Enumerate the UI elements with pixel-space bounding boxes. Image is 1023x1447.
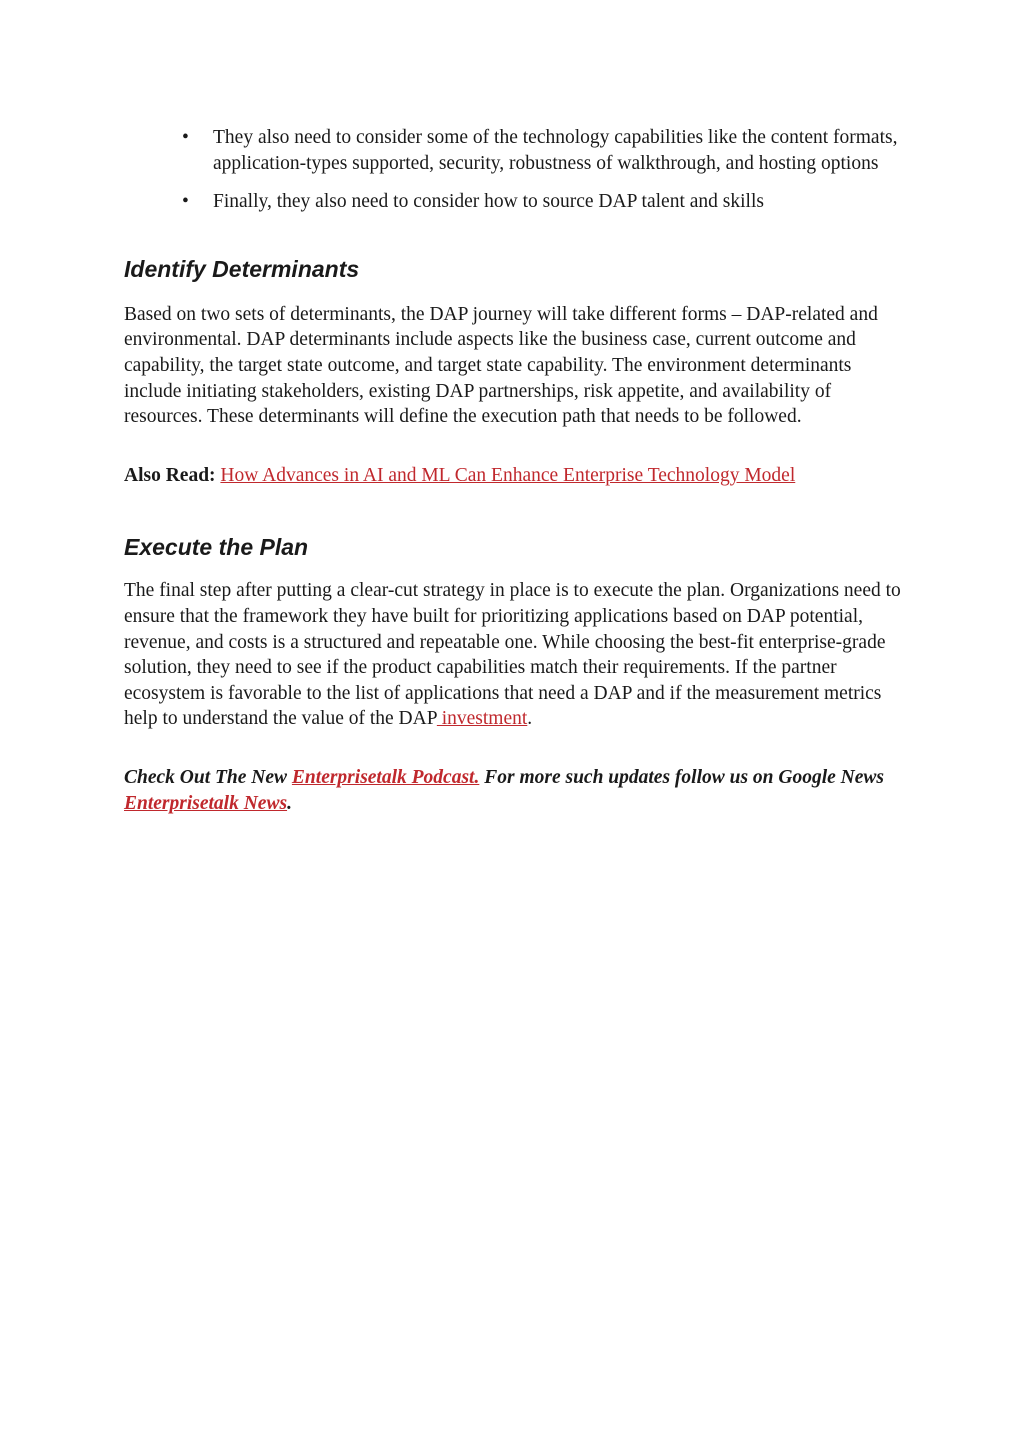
investment-link[interactable]: investment [436,708,528,730]
podcast-link[interactable]: Enterprisetalk Podcast. [291,766,480,788]
section-heading-identify-determinants: Identify Determinants [124,255,360,282]
list-item [124,125,904,176]
section-paragraph-determinants: Based on two sets of determinants, the DAP journey will take different forms – DAP-related and environmental. DAP determinants include aspects like the business case, current outcome and capability, the target state outcome, and target state capability. The environment determinants include initiating stakeholders, existing DAP partnerships, risk appetite, and availability of resources. These determinants will define the execution path that needs to be followed. [124,303,878,428]
execute-body-end: . [527,708,533,730]
footer-text-3: . [287,792,292,814]
document-page [124,120,904,816]
also-read-link[interactable]: How Advances in AI and ML Can Enhance Enterprise Technology Model [220,464,796,486]
footer-promo [124,765,904,816]
news-link[interactable]: Enterprisetalk News [124,792,288,814]
execute-body-text: The final step after putting a clear-cut strategy in place is to execute the plan. Organizations need to ensure that the framework they have built for prioritizing applications based on DAP potential, revenue, and costs is a structured and repeatable one. While choosing the best-fit enterprise-grade solution, they need to see if the product capabilities match their requirements. If the partner ecosystem is favorable to the list of applications that need a DAP and if the measurement metrics help to understand the value of the DAP [124,580,901,730]
footer-text-1: Check Out The New [124,766,292,788]
bullet-icon: • [182,127,189,148]
list-item [124,189,904,215]
section-paragraph-execute [124,578,904,732]
also-read-label: Also Read: [124,464,216,486]
bullet-icon: • [182,191,189,213]
footer-text-2: For more such updates follow us on Google News [479,766,885,788]
also-read-line [124,463,904,489]
bullet-list [124,125,904,215]
list-item-text: Finally, they also need to consider how to source DAP talent and skills [213,191,764,213]
list-item-text: They also need to consider some of the technology capabilities like the content formats, application-types supported, security, robustness of walkthrough, and hosting options [213,127,898,174]
section-heading-execute-plan: Execute the Plan [124,534,309,561]
